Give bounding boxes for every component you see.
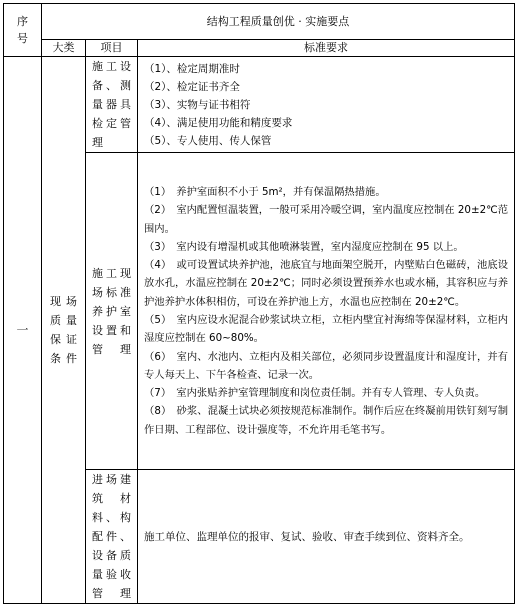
col-category-header: 大类 [42, 40, 86, 57]
requirements-cell [138, 57, 515, 153]
requirements-cell: 施工单位、监理单位的报审、复试、验收、审查手续到位、资料齐全。 [138, 470, 515, 604]
table-title: 结构工程质量创优 · 实施要点 [42, 4, 515, 40]
seq-header: 序号 [4, 4, 42, 57]
requirement-line: （1）、检定周期准时 [144, 62, 240, 75]
requirement-paragraph: （6） 室内、水池内、立柜内及相关部位，必须同步设置温度计和湿度计，并有专人每天上、下午各检查、记录一次。 [144, 350, 509, 381]
item-cell: 施工现场标准养护室设置和管理 [86, 153, 138, 470]
requirement-paragraph: （2） 室内配置恒温装置，一般可采用冷暖空调，室内温度应控制在 20±2℃范围内。 [144, 204, 509, 235]
table-row [4, 57, 515, 153]
quality-table [3, 3, 515, 604]
requirement-paragraph: （4） 或可设置试块养护池，池底宜与地面架空脱开，内壁贴白色磁砖，池底设放水孔，水温应控制在 20±2℃；同时必须设置预养水也或水桶，其容积应与养护池养护水体积相仿，可设在养护池上方，水温也应控制在 20±2℃。 [144, 259, 509, 308]
item-cell: 进场建筑材料、构配件、设备质量验收管理 [86, 470, 138, 604]
requirement-paragraph: （1） 养护室面积不小于 5m²，并有保温隔热措施。 [144, 185, 386, 198]
item-cell: 施工设备、测量器具检定管理 [86, 57, 138, 153]
category-name: 现场质量保证条件 [42, 57, 86, 604]
requirement-line: （3）、实物与证书相符 [144, 98, 251, 111]
requirement-paragraph: （5） 室内应设水泥混合砂浆试块立柜，立柜内壁宜衬海绵等保湿材料，立柜内湿度应控制在 60~80%。 [144, 314, 509, 345]
requirement-line: （4）、满足使用功能和精度要求 [144, 116, 293, 129]
col-standard-header: 标准要求 [138, 40, 515, 57]
title-row [4, 4, 515, 40]
column-header-row [4, 40, 515, 57]
category-number: 一 [4, 57, 42, 604]
requirement-paragraph: （7） 室内张贴养护室管理制度和岗位责任制。并有专人管理、专人负责。 [144, 387, 486, 400]
requirement-paragraph: （8） 砂浆、混凝土试块必须按规范标准制作。制作后应在终凝前用铁钉刻写制作日期、工程部位、设计强度等，不允许用毛笔书写。 [144, 405, 509, 436]
col-item-header: 项目 [86, 40, 138, 57]
requirement-line: （2）、检定证书齐全 [144, 80, 240, 93]
requirement-paragraph: （3） 室内设有增湿机或其他喷淋装置，室内湿度应控制在 95 以上。 [144, 240, 464, 253]
requirements-cell [138, 153, 515, 470]
requirement-line: （5）、专人使用、传人保管 [144, 134, 272, 147]
